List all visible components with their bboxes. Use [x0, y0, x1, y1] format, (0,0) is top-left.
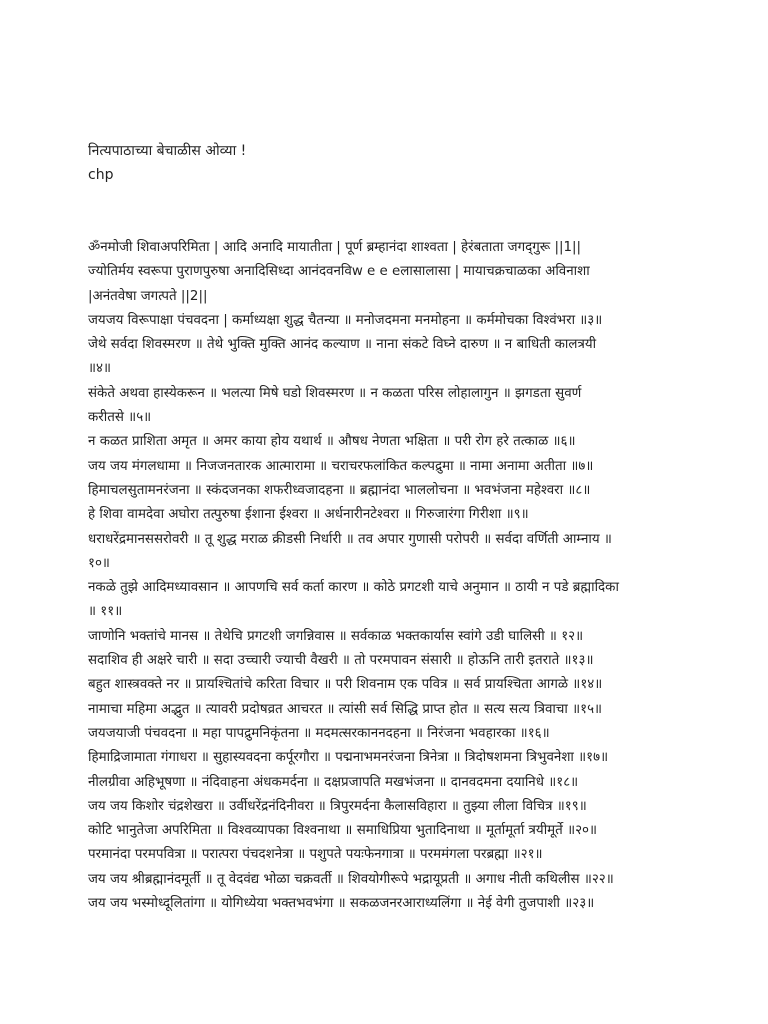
verse-line: जयजय विरूपाक्षा पंचवदना | कर्माध्यक्षा शुद्ध चैतन्या ॥ मनोजदमना मनमोहना ॥ कर्ममोचका विश्वंभरा ॥३॥ [88, 312, 603, 328]
verse-line: हे शिवा वामदेवा अघोरा तत्पुरुषा ईशाना ईश्वरा ॥ अर्धनारीनटेश्वरा ॥ गिरुजारंगा गिरीशा ॥९॥ [88, 507, 529, 523]
verse-line: धराधरेंद्रमानससरोवरी ॥ तू शुद्ध मराळ क्रीडसी निर्धारी ॥ तव अपार गुणासी परोपरी ॥ सर्वदा वर्णिती आम्नाय ॥ [88, 531, 612, 547]
document-title: नित्यपाठाच्या बेचाळीस ओव्या ! [88, 143, 247, 159]
verse-line: परमानंदा परमपवित्रा ॥ परात्परा पंचदशनेत्रा ॥ पशुपते पयःफेनगात्रा ॥ परममंगला परब्रह्मा ॥२१॥ [88, 847, 543, 863]
verse-line: जाणोनि भक्तांचे मानस ॥ तेथेचि प्रगटशी जगन्निवास ॥ सर्वकाळ भक्तकार्यास स्वांगे उडी घालिसी ॥ १२॥ [88, 628, 584, 644]
verse-line: संकेते अथवा हास्येकरून ॥ भलत्या मिषे घडो शिवस्मरण ॥ न कळता परिस लोहालागुन ॥ झगडता सुवर्ण [88, 385, 582, 401]
verse-line: जय जय किशोर चंद्रशेखरा ॥ उर्वीधरेंद्रनंदिनीवरा ॥ त्रिपुरमर्दना कैलासविहारा ॥ तुझ्या लीला विचित्र ॥१९॥ [88, 798, 587, 814]
verse-line: नकळे तुझे आदिमध्यावसान ॥ आपणचि सर्व कर्ता कारण ॥ कोठे प्रगटशी याचे अनुमान ॥ ठायी न पडे ब्रह्मादिका [88, 580, 619, 596]
verse-line: जयजयाजी पंचवदना ॥ महा पापद्रुमनिकृंतना ॥ मदमत्सरकाननदहना ॥ निरंजना भवहारका ॥१६॥ [88, 725, 550, 741]
document-author: chp [88, 167, 114, 183]
verse-line: जय जय भस्मोध्दूलितांगा ॥ योगिध्येया भक्तभवभंगा ॥ सकळजनरआराध्यलिंगा ॥ नेई वेगी तुजपाशी ॥२३॥ [88, 896, 595, 912]
verse-line: |अनंतवेषा जगत्पते ||2|| [88, 288, 208, 304]
document-page [88, 139, 688, 916]
verse-line: ॥४॥ [88, 361, 112, 377]
verse-line: नीलग्रीवा अहिभूषणा ॥ नंदिवाहना अंधकमर्दना ॥ दक्षप्रजापति मखभंजना ॥ दानवदमना दयानिधे ॥१८॥ [88, 774, 579, 790]
verse-line: कोटि भानुतेजा अपरिमिता ॥ विश्वव्यापका विश्वनाथा ॥ समाधिप्रिया भुतादिनाथा ॥ मूर्तामूर्ता त्रयीमूर्ते ॥२०॥ [88, 823, 598, 839]
verse-line: ज्योतिर्मय स्वरूपा पुराणपुरुषा अनादिसिध्दा आनंदवनविw e e eलासालासा | मायाचक्रचाळका अविनाशा [88, 264, 590, 280]
verse-line: १०॥ [88, 555, 110, 571]
verse-line: जय जय मंगलधामा ॥ निजजनतारक आत्मारामा ॥ चराचरफलांकित कल्पद्रुमा ॥ नामा अनामा अतीता ॥७॥ [88, 458, 594, 474]
verse-line: ॐनमोजी शिवाअपरिमिता | आदि अनादि मायातीता | पूर्ण ब्रम्हानंदा शाश्वता | हेरंबताता जगद्‌गुरू ||1|| [88, 240, 582, 255]
verse-line: ॥ ११॥ [88, 604, 123, 620]
verse-line: नामाचा महिमा अद्भुत ॥ त्यावरी प्रदोषव्रत आचरत ॥ त्यांसी सर्व सिद्धि प्राप्त होत ॥ सत्य सत्य त्रिवाचा ॥१५॥ [88, 701, 603, 717]
verse-line: न कळत प्राशिता अमृत ॥ अमर काया होय यथार्थ ॥ औषध नेणता भक्षिता ॥ परी रोग हरे तत्काळ ॥६॥ [88, 434, 576, 450]
verse-block [88, 236, 688, 916]
verse-line: हिमाद्रिजामाता गंगाधरा ॥ सुहास्यवदना कर्पूरगौरा ॥ पद्मनाभमनरंजना त्रिनेत्रा ॥ त्रिदोषशमना त्रिभुवनेशा ॥१७॥ [88, 750, 609, 766]
verse-line: जय जय श्रीब्रह्मानंदमूर्ती ॥ तू वेदवंद्य भोळा चक्रवर्ती ॥ शिवयोगीरूपे भद्रायूप्रती ॥ अगाध नीती कथिलीस ॥२२॥ [88, 871, 614, 887]
verse-line: जेथे सर्वदा शिवस्मरण ॥ तेथे भुक्ति मुक्ति आनंद कल्याण ॥ नाना संकटे विघ्ने दारुण ॥ न बाधिती कालत्रयी [88, 337, 597, 353]
title-spacer [88, 187, 688, 236]
verse-line: बहुत शास्त्रवक्ते नर ॥ प्रायश्चितांचे करिता विचार ॥ परी शिवनाम एक पवित्र ॥ सर्व प्रायश्चिता आगळे ॥१४॥ [88, 677, 603, 693]
verse-line: हिमाचलसुतामनरंजना ॥ स्कंदजनका शफरीध्वजादहना ॥ ब्रह्मानंदा भाललोचना ॥ भवभंजना महेश्वरा ॥८॥ [88, 482, 591, 498]
verse-line: करीतसे ॥५॥ [88, 410, 152, 426]
verse-line: सदाशिव ही अक्षरे चारी ॥ सदा उच्चारी ज्याची वैखरी ॥ तो परमपावन संसारी ॥ होऊनि तारी इतराते ॥१३॥ [88, 653, 594, 669]
